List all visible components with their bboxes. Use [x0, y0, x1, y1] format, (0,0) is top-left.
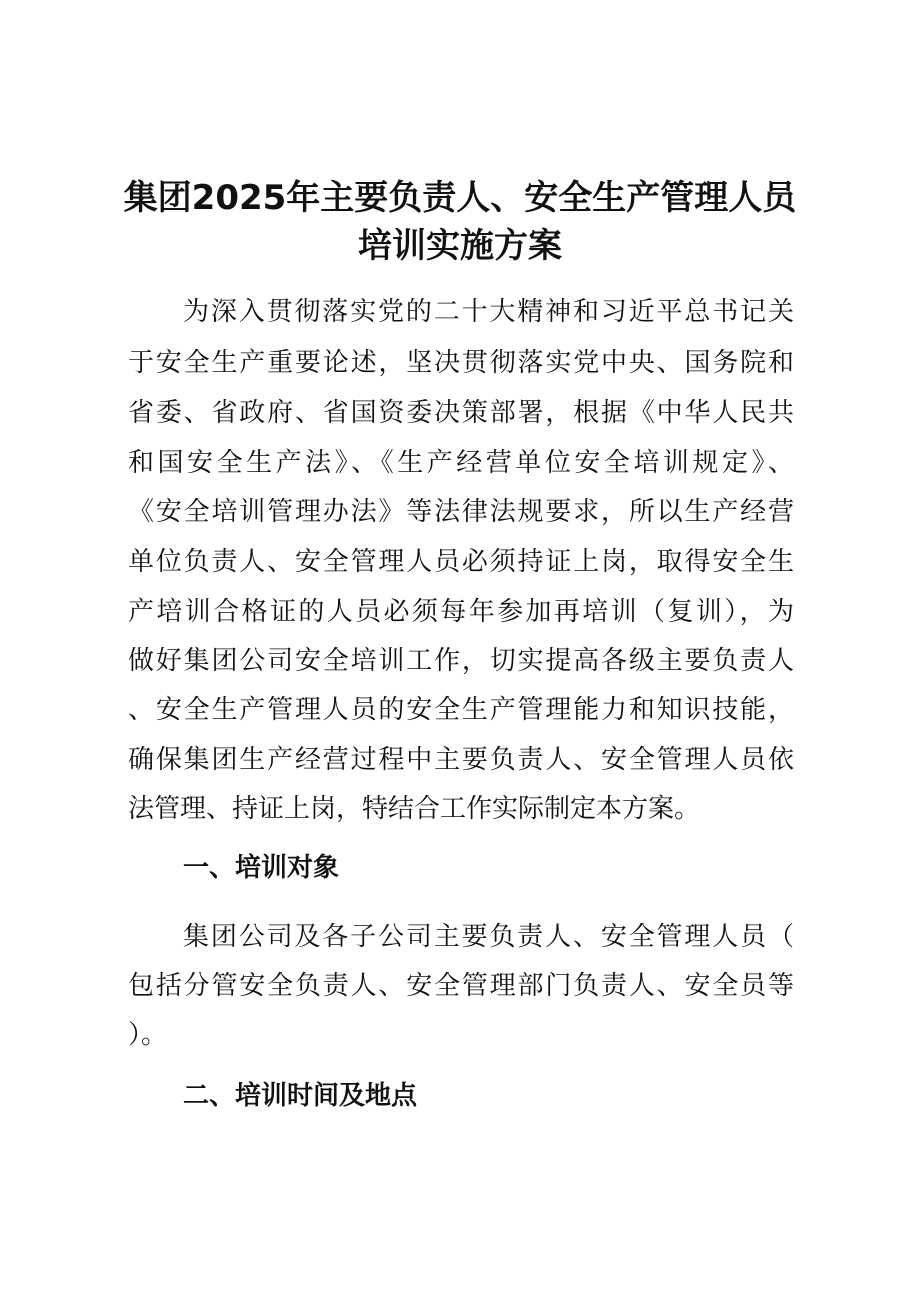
intro-line: 确保集团生产经营过程中主要负责人、安全管理人员依	[128, 745, 794, 775]
section-1-line: 集团公司及各子公司主要负责人、安全管理人员（	[183, 922, 794, 952]
intro-line: 和国安全生产法》、《生产经营单位安全培训规定》、	[128, 448, 794, 478]
intro-line: 于安全生产重要论述，坚决贯彻落实党中央、国务院和	[128, 348, 794, 378]
intro-line: 法管理、持证上岗，特结合工作实际制定本方案。	[128, 794, 701, 824]
document-title-line-1: 集团2025年主要负责人、安全生产管理人员	[123, 178, 797, 218]
intro-line: 省委、省政府、省国资委决策部署，根据《中华人民共	[128, 398, 794, 428]
intro-line: 做好集团公司安全培训工作，切实提高各级主要负责人	[128, 646, 794, 676]
section-1-line: ）。	[128, 1020, 168, 1050]
document-title-line-2: 培训实施方案	[358, 226, 562, 266]
section-1-line: 包括分管安全负责人、安全管理部门负责人、安全员等	[128, 971, 794, 1001]
section-heading-2: 二、培训时间及地点	[183, 1081, 418, 1111]
intro-line: 、安全生产管理人员的安全生产管理能力和知识技能，	[128, 695, 794, 725]
intro-line: 为深入贯彻落实党的二十大精神和习近平总书记关	[183, 297, 794, 327]
intro-line: 产培训合格证的人员必须每年参加再培训（复训），为	[128, 597, 794, 627]
section-heading-1: 一、培训对象	[183, 853, 340, 883]
intro-line: 《安全培训管理办法》等法律法规要求，所以生产经营	[128, 497, 794, 527]
intro-line: 单位负责人、安全管理人员必须持证上岗，取得安全生	[128, 547, 794, 577]
